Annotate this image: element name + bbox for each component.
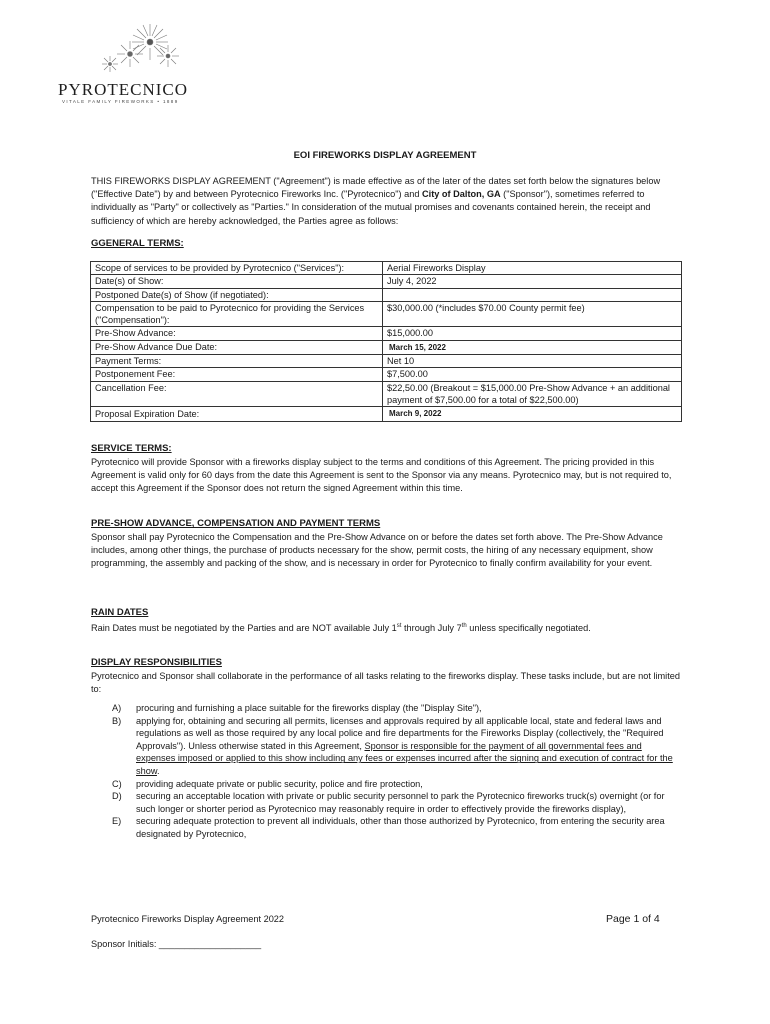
general-terms-table — [90, 261, 682, 422]
logo-tagline: VITALE FAMILY FIREWORKS • 1889 — [62, 99, 179, 104]
intro-paragraph — [91, 175, 681, 228]
sponsor-initials-line: Sponsor Initials: ____________________ — [91, 939, 262, 949]
list-marker: A) — [112, 703, 122, 713]
term-label: Postponement Fee: — [91, 368, 383, 381]
advance-due-date: March 15, 2022 — [389, 342, 446, 352]
rain-dates-text-1: Rain Dates must be negotiated by the Parties and are NOT available July 1 — [91, 623, 397, 634]
list-marker: E) — [112, 816, 122, 827]
term-label: Payment Terms: — [91, 355, 383, 368]
list-item-text: applying for, obtaining and securing all permits, licenses and approvals required by all applicable local, state and federal laws and regulations as well as those required by any local police and fire departments for the Fireworks Display (collectively, the "Required Approvals"). Unless otherwise stated in this Agreement, — [136, 715, 664, 751]
term-value — [383, 407, 682, 421]
general-terms-heading: GGENERAL TERMS: — [91, 238, 184, 249]
document-title: EOI FIREWORKS DISPLAY AGREEMENT — [293, 150, 477, 161]
term-label: Compensation to be paid to Pyrotecnico for providing the Services ("Compensation"): — [91, 301, 383, 327]
responsibilities-list — [91, 702, 681, 841]
company-logo — [52, 18, 202, 102]
term-value: $30,000.00 (*includes $70.00 County permit fee) — [383, 301, 682, 327]
term-label: Postponed Date(s) of Show (if negotiated): — [91, 288, 383, 301]
sponsor-name: City of Dalton, GA — [422, 189, 501, 200]
ordinal-suffix: st — [396, 623, 402, 629]
table-row — [91, 407, 682, 421]
display-responsibilities-heading: DISPLAY RESPONSIBILITIES — [91, 657, 222, 668]
pre-show-heading: PRE-SHOW ADVANCE, COMPENSATION AND PAYMENT TERMS — [91, 518, 381, 529]
term-label: Date(s) of Show: — [91, 275, 383, 288]
logo-wordmark: PYROTECNICO — [58, 80, 189, 99]
term-value: Aerial Fireworks Display — [383, 262, 682, 275]
table-row — [91, 262, 682, 275]
term-value: July 4, 2022 — [383, 275, 682, 288]
rain-dates-text-2: through July 7 — [401, 623, 462, 634]
term-label: Proposal Expiration Date: — [91, 407, 383, 421]
intro-text-2: ("Sponsor"), sometimes referred to individually as "Party" or collectively as "Parties." In consideration of the mutual promises and covenants contained herein, the receipt and sufficiency of which are hereby acknowledged, the Parties agree as follows: — [91, 189, 651, 226]
list-marker: B) — [112, 715, 122, 726]
term-label: Cancellation Fee: — [91, 381, 383, 407]
list-item — [91, 778, 681, 791]
ordinal-suffix: th — [461, 623, 467, 629]
rain-dates-text-3: unless specifically negotiated. — [466, 623, 591, 634]
table-row — [91, 327, 682, 340]
service-terms-heading: SERVICE TERMS: — [91, 443, 172, 454]
table-row — [91, 340, 682, 354]
table-row — [91, 355, 682, 368]
list-item-tail: . — [156, 765, 160, 776]
list-item — [91, 715, 681, 778]
term-value: $7,500.00 — [383, 368, 682, 381]
term-label: Scope of services to be provided by Pyrotecnico ("Services"): — [91, 262, 383, 275]
sponsor-fees-clause: Sponsor is responsible for the payment of all governmental fees and expenses imposed or applied to this show including any fees or expenses incurred after the signing and execution of contract for the show — [136, 740, 673, 776]
list-item-text: securing adequate protection to prevent all individuals, other than those authorized by Pyrotecnico, from entering the security area designated by Pyrotecnico, — [136, 816, 665, 839]
list-marker: C) — [112, 778, 122, 789]
table-row — [91, 368, 682, 381]
pre-show-text: Sponsor shall pay Pyrotecnico the Compensation and the Pre-Show Advance on or before the dates set forth above. The Pre-Show Advance includes, among other things, the purchase of products necessary for the show, permit costs, the hiring of any necessary equipment, show programming, the assembly and packing of the show, and is necessary in order for Pyrotecnico to finally confirm availability for your event. — [91, 532, 663, 569]
term-value: $15,000.00 — [383, 327, 682, 340]
display-responsibilities-text: Pyrotecnico and Sponsor shall collaborate in the performance of all tasks relating to the fireworks display. These tasks include, but are not limited to: — [91, 671, 680, 695]
intro-text-1: THIS FIREWORKS DISPLAY AGREEMENT ("Agreement") is made effective as of the later of the dates set forth below the signatures below ("Effective Date") by and between Pyrotecnico Fireworks Inc. ("Pyrotecnico") and — [91, 176, 661, 200]
term-value — [383, 288, 682, 301]
term-value: Net 10 — [383, 355, 682, 368]
term-value: $22,50.00 (Breakout = $15,000.00 Pre-Show Advance + an additional payment of $7,500.00 for a total of $22,500.00) — [383, 381, 682, 407]
term-label: Pre-Show Advance: — [91, 327, 383, 340]
list-item-text: providing adequate private or public security, police and fire protection, — [136, 778, 423, 789]
service-terms-text: Pyrotecnico will provide Sponsor with a fireworks display subject to the terms and conditions of this Agreement. The pricing provided in this Agreement is valid only for 60 days from the date this Agreement is sent to the Sponsor via any means. Pyrotecnico may, but is not required to, accept this Agreement if the Sponsor does not return the signed Agreement within this time. — [91, 457, 672, 494]
footer-document-name: Pyrotecnico Fireworks Display Agreement 2022 — [91, 914, 285, 924]
table-row — [91, 301, 682, 327]
rain-dates-text — [91, 620, 681, 635]
firework-burst-graphic — [52, 18, 202, 82]
list-item — [91, 815, 681, 840]
list-item-text: procuring and furnishing a place suitable for the fireworks display (the "Display Site"), — [136, 703, 482, 713]
term-label: Pre-Show Advance Due Date: — [91, 340, 383, 354]
table-row — [91, 381, 682, 407]
term-value — [383, 340, 682, 354]
page-number: Page 1 of 4 — [606, 913, 660, 925]
list-item — [91, 702, 681, 715]
list-item-text: securing an acceptable location with private or public security personnel to park the Pyrotecnico fireworks truck(s) overnight (or for such longer or shorter period as Pyrotecnico may reasonably require in order to effectively provide the fireworks display), — [136, 791, 665, 814]
list-item — [91, 790, 681, 815]
table-row — [91, 275, 682, 288]
list-marker: D) — [112, 791, 122, 802]
table-row — [91, 288, 682, 301]
rain-dates-heading: RAIN DATES — [91, 607, 149, 618]
proposal-expiration-date: March 9, 2022 — [389, 409, 442, 419]
